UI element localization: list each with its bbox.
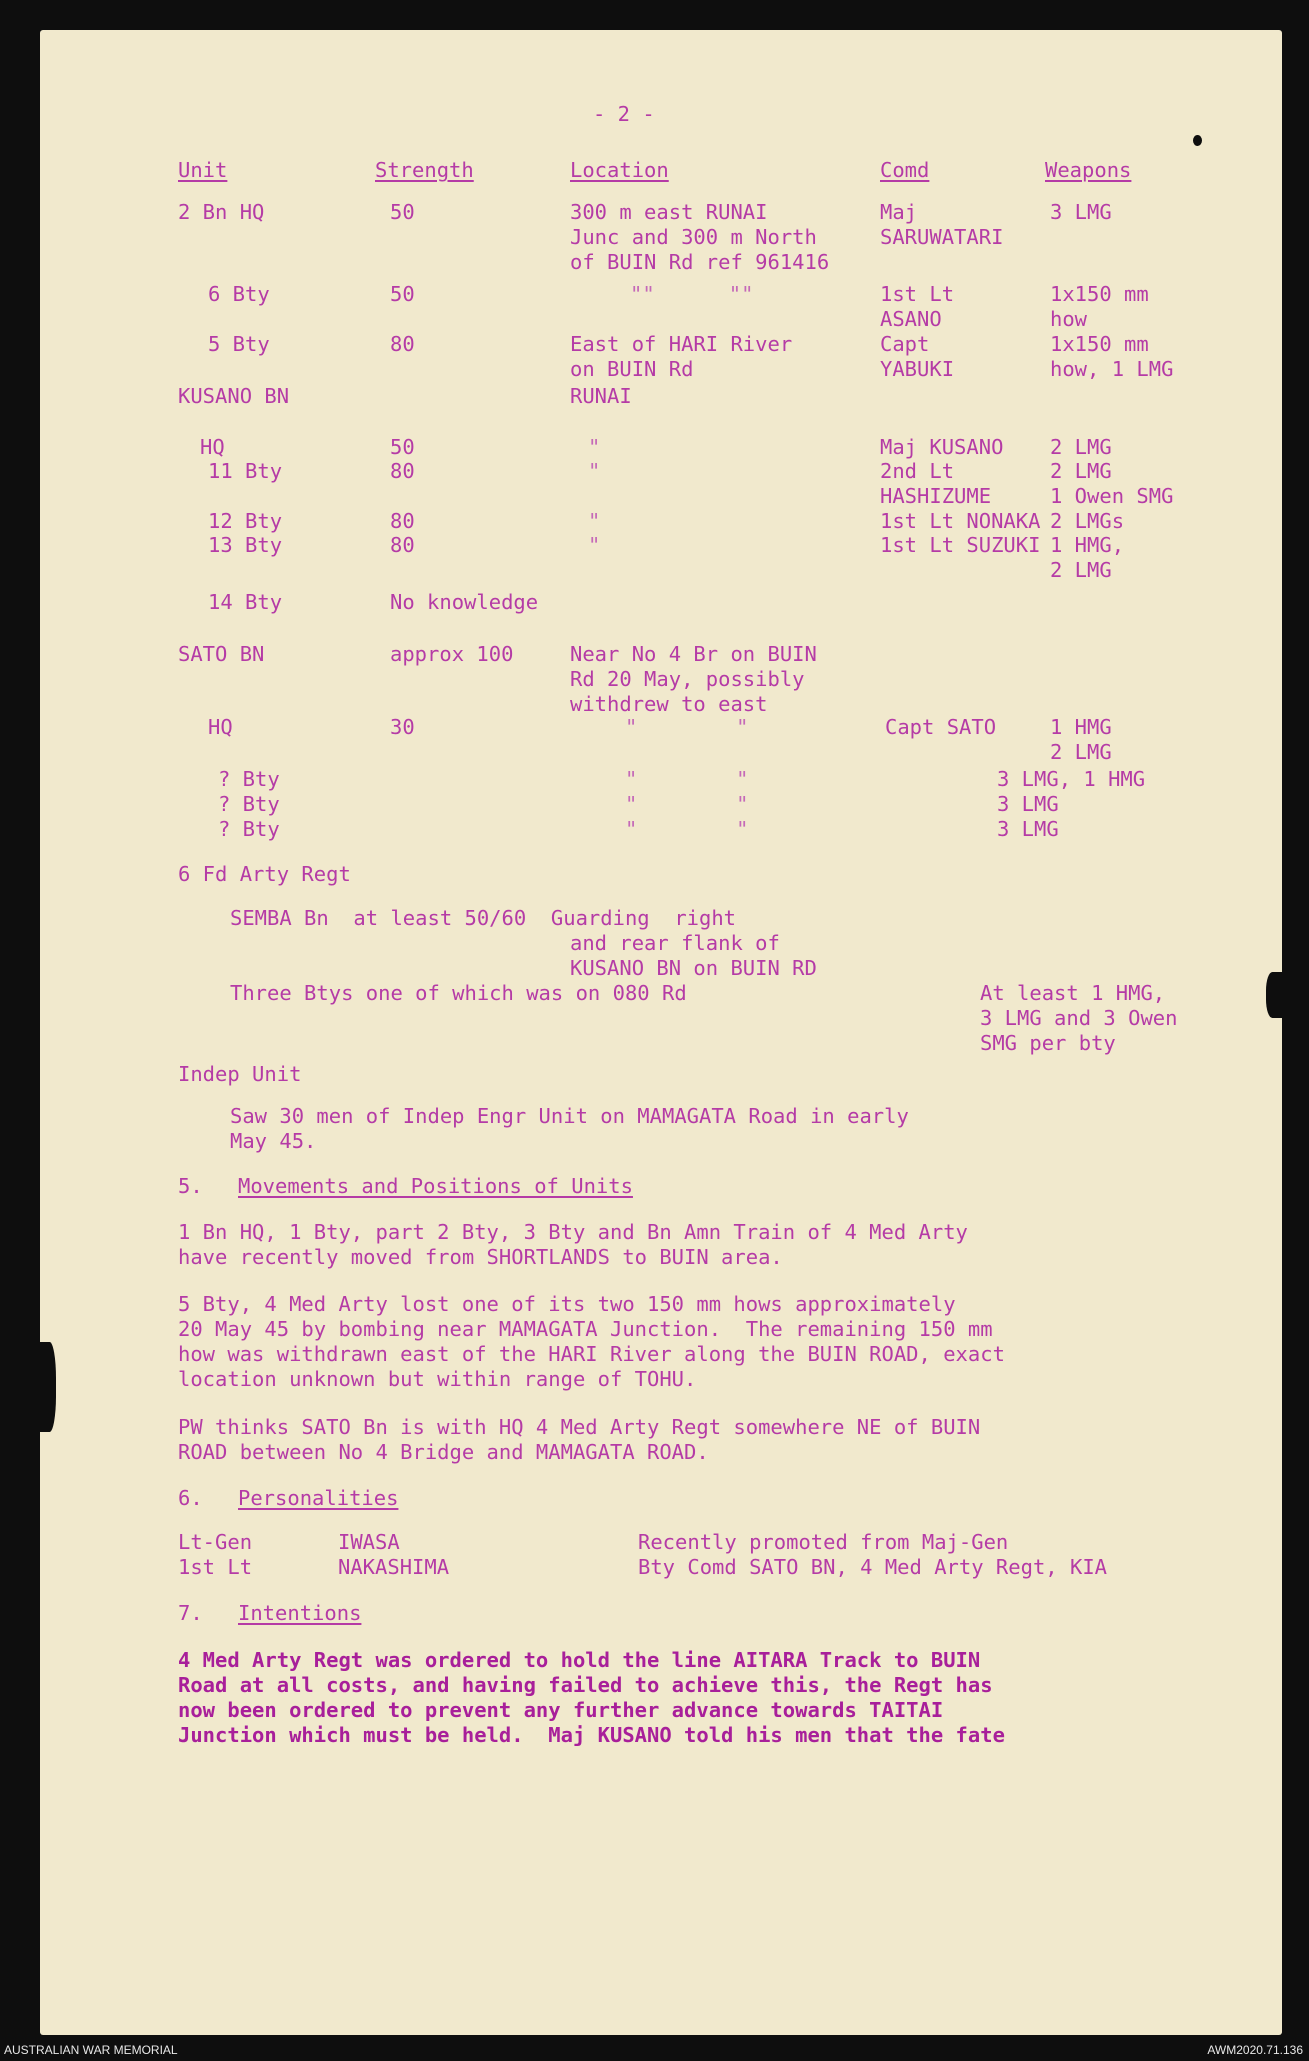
table-cell-unit: HQ [208, 715, 233, 739]
header-strength: Strength [375, 158, 474, 182]
indep-text: Saw 30 men of Indep Engr Unit on MAMAGATA Road in early [230, 1104, 909, 1128]
table-cell-weapons: 3 LMG [997, 792, 1059, 816]
regt-btys-weapons: SMG per bty [980, 1031, 1116, 1055]
regt-semba-line: KUSANO BN on BUIN RD [570, 956, 817, 980]
table-cell-weapons: 1x150 mm [1050, 282, 1149, 306]
section7-para: now been ordered to prevent any further advance towards TAITAI [178, 1698, 944, 1722]
personality-rank: Lt-Gen [178, 1530, 253, 1554]
regt-semba-line: SEMBA Bn at least 50/60 Guarding right [230, 906, 737, 930]
table-cell-comd: 2nd Lt [880, 459, 955, 483]
table-cell-location: " " [625, 767, 749, 791]
table-cell-comd: 1st Lt SUZUKI [880, 533, 1041, 557]
table-cell-weapons: 1 HMG, [1050, 533, 1125, 557]
section5-para3: PW thinks SATO Bn is with HQ 4 Med Arty Regt somewhere NE of BUIN [178, 1415, 981, 1439]
section5-para1: have recently moved from SHORTLANDS to BUIN area. [178, 1245, 783, 1269]
table-cell-weapons: 2 LMG [1050, 435, 1112, 459]
table-cell-location: of BUIN Rd ref 961416 [570, 250, 830, 274]
section7-para: 4 Med Arty Regt was ordered to hold the line AITARA Track to BUIN [178, 1648, 981, 1672]
regt-btys: Three Btys one of which was on 080 Rd [230, 981, 687, 1005]
table-cell-location: RUNAI [570, 384, 632, 408]
table-cell-location: on BUIN Rd [570, 357, 694, 381]
section5-para3: ROAD between No 4 Bridge and MAMAGATA ROAD. [178, 1440, 709, 1464]
header-weapons: Weapons [1045, 158, 1132, 182]
table-cell-weapons: 2 LMGs [1050, 509, 1125, 533]
table-cell-location: " [588, 533, 601, 557]
table-cell-unit: ? Bty [218, 767, 280, 791]
table-cell-location: East of HARI River [570, 332, 793, 356]
personality-name: NAKASHIMA [338, 1555, 450, 1579]
personality-note: Recently promoted from Maj-Gen [638, 1530, 1009, 1554]
document-page [40, 30, 1282, 2035]
table-cell-location: "" "" [630, 282, 754, 306]
table-cell-location: " [588, 459, 601, 483]
table-cell-strength: 80 [390, 332, 415, 356]
table-cell-weapons: 2 LMG [1050, 459, 1112, 483]
section5-para2: 5 Bty, 4 Med Arty lost one of its two 150 mm hows approximately [178, 1292, 956, 1316]
table-cell-unit: 5 Bty [208, 332, 270, 356]
table-cell-comd: SARUWATARI [880, 225, 1004, 249]
table-cell-unit: 13 Bty [208, 533, 283, 557]
table-cell-comd: YABUKI [880, 357, 955, 381]
table-cell-strength: 50 [390, 435, 415, 459]
regt-title: 6 Fd Arty Regt [178, 862, 351, 886]
table-cell-weapons: 2 LMG [1050, 558, 1112, 582]
header-location: Location [570, 158, 669, 182]
section7-title: Intentions [238, 1601, 362, 1625]
section7-para: Road at all costs, and having failed to achieve this, the Regt has [178, 1673, 993, 1697]
table-cell-strength: 50 [390, 282, 415, 306]
table-cell-strength: 30 [390, 715, 415, 739]
section6-title: Personalities [238, 1486, 399, 1510]
table-cell-unit: HQ [200, 435, 225, 459]
table-cell-strength: 80 [390, 459, 415, 483]
header-unit: Unit [178, 158, 228, 182]
table-cell-comd: Maj [880, 200, 918, 224]
table-cell-comd: 1st Lt NONAKA [880, 509, 1041, 533]
regt-semba-line: and rear flank of [570, 931, 780, 955]
table-cell-strength: 80 [390, 509, 415, 533]
table-cell-location: " [588, 509, 601, 533]
personality-rank: 1st Lt [178, 1555, 253, 1579]
table-cell-weapons: how, 1 LMG [1050, 357, 1174, 381]
table-cell-strength: 50 [390, 200, 415, 224]
table-cell-location: Near No 4 Br on BUIN [570, 642, 817, 666]
table-cell-unit: 2 Bn HQ [178, 200, 265, 224]
table-cell-location: withdrew to east [570, 692, 768, 716]
table-cell-location: Junc and 300 m North [570, 225, 817, 249]
section7-number: 7. [178, 1601, 203, 1625]
table-cell-weapons: 1x150 mm [1050, 332, 1149, 356]
table-cell-comd: HASHIZUME [880, 484, 992, 508]
indep-title: Indep Unit [178, 1062, 302, 1086]
footer-right: AWM2020.71.136 [1207, 2043, 1303, 2057]
table-cell-location: " " [625, 792, 749, 816]
table-cell-strength: 80 [390, 533, 415, 557]
page-number: - 2 - [593, 102, 655, 126]
table-cell-comd: Capt SATO [885, 715, 997, 739]
section5-title: Movements and Positions of Units [238, 1174, 633, 1198]
table-cell-unit: SATO BN [178, 642, 265, 666]
header-comd: Comd [880, 158, 930, 182]
table-cell-strength: approx 100 [390, 642, 514, 666]
section5-number: 5. [178, 1174, 203, 1198]
table-cell-unit: 6 Bty [208, 282, 270, 306]
paper-tear [1266, 972, 1282, 1018]
regt-btys-weapons: 3 LMG and 3 Owen [980, 1006, 1178, 1030]
indep-text: May 45. [230, 1129, 317, 1153]
table-cell-location: " [588, 435, 601, 459]
table-cell-comd: Maj KUSANO [880, 435, 1004, 459]
section6-number: 6. [178, 1486, 203, 1510]
section5-para1: 1 Bn HQ, 1 Bty, part 2 Bty, 3 Bty and Bn Amn Train of 4 Med Arty [178, 1220, 968, 1244]
personality-note: Bty Comd SATO BN, 4 Med Arty Regt, KIA [638, 1555, 1107, 1579]
table-cell-unit: 12 Bty [208, 509, 283, 533]
table-cell-location: Rd 20 May, possibly [570, 667, 805, 691]
table-cell-comd: Capt [880, 332, 930, 356]
table-cell-location: 300 m east RUNAI [570, 200, 768, 224]
table-cell-location: " " [625, 715, 749, 739]
regt-btys-weapons: At least 1 HMG, [980, 981, 1166, 1005]
table-cell-unit: KUSANO BN [178, 384, 290, 408]
personality-name: IWASA [338, 1530, 400, 1554]
table-cell-weapons: 3 LMG [997, 817, 1059, 841]
paper-tear [40, 1342, 56, 1432]
section5-para2: location unknown but within range of TOHU. [178, 1367, 697, 1391]
table-cell-unit: ? Bty [218, 817, 280, 841]
table-cell-weapons: 1 Owen SMG [1050, 484, 1174, 508]
table-cell-strength: No knowledge [390, 590, 539, 614]
table-cell-comd: ASANO [880, 307, 942, 331]
table-cell-weapons: 3 LMG [1050, 200, 1112, 224]
paper-hole [1193, 135, 1202, 146]
section5-para2: 20 May 45 by bombing near MAMAGATA Junction. The remaining 150 mm [178, 1317, 993, 1341]
footer-left: AUSTRALIAN WAR MEMORIAL [4, 2043, 178, 2057]
table-cell-weapons: 2 LMG [1050, 740, 1112, 764]
table-cell-location: " " [625, 817, 749, 841]
table-cell-comd: 1st Lt [880, 282, 955, 306]
table-cell-unit: 14 Bty [208, 590, 283, 614]
table-cell-weapons: 3 LMG, 1 HMG [997, 767, 1146, 791]
section5-para2: how was withdrawn east of the HARI River along the BUIN ROAD, exact [178, 1342, 1005, 1366]
section7-para: Junction which must be held. Maj KUSANO told his men that the fate [178, 1723, 1005, 1747]
table-cell-weapons: how [1050, 307, 1088, 331]
table-cell-unit: 11 Bty [208, 459, 283, 483]
table-cell-weapons: 1 HMG [1050, 715, 1112, 739]
table-cell-unit: ? Bty [218, 792, 280, 816]
